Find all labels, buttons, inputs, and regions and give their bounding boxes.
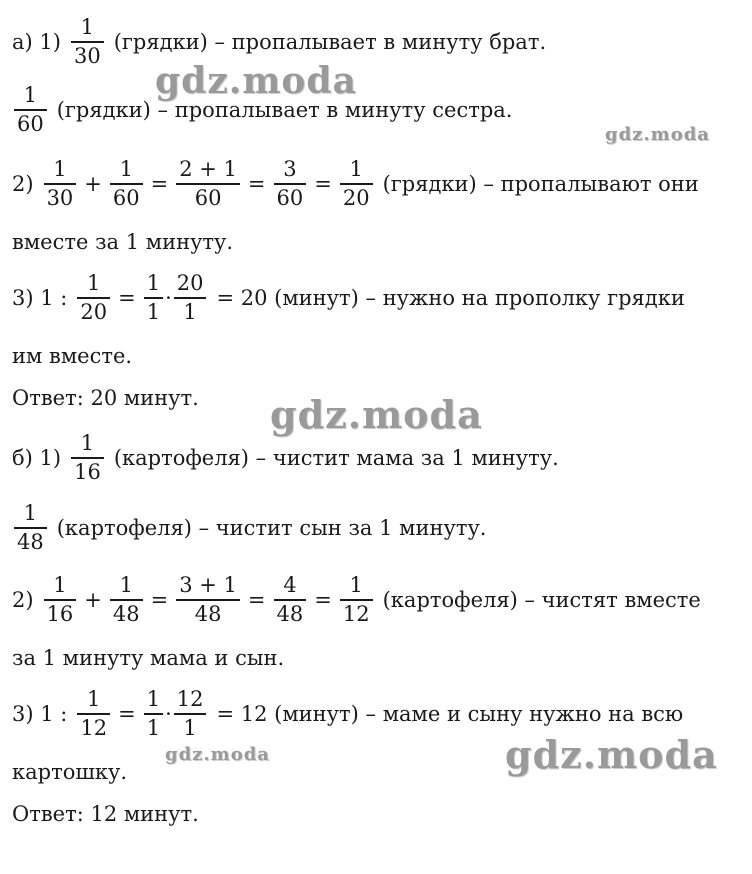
fraction: $\frac{1}{48}$	[14, 500, 47, 556]
item-label: б) 1)	[12, 446, 62, 470]
part-a-line-1	[12, 12, 546, 72]
part-b-line-4	[12, 684, 683, 744]
line-text: (картофеля) – чистит сын за 1 минуту.	[56, 516, 487, 540]
fraction: $\frac{3 + 1}{48}$	[176, 572, 240, 628]
equals-sign: =	[150, 588, 169, 612]
fraction: $\frac{1}{16}$	[71, 430, 104, 486]
line-text: (грядки) – пропалывает в минуту сестра.	[56, 98, 513, 122]
fraction: $\frac{1}{20}$	[340, 156, 373, 212]
fraction: $\frac{1}{1}$	[144, 686, 163, 742]
watermark: gdz.moda	[155, 60, 357, 102]
part-a-line-2	[12, 80, 512, 140]
multiply-dot: ·	[165, 702, 172, 726]
item-label: 2)	[12, 588, 34, 612]
fraction: $\frac{1}{20}$	[77, 270, 110, 326]
fraction: $\frac{1}{1}$	[144, 270, 163, 326]
line-text: (картофеля) – чистят вместе	[382, 588, 701, 612]
fraction: $\frac{1}{12}$	[77, 686, 110, 742]
fraction: $\frac{4}{48}$	[274, 572, 307, 628]
item-label: а) 1)	[12, 30, 61, 54]
watermark: gdz.moda	[605, 124, 710, 145]
equals-sign: =	[150, 172, 169, 196]
equals-sign: =	[247, 588, 266, 612]
equals-sign: =	[247, 172, 266, 196]
fraction: $\frac{1}{16}$	[44, 572, 77, 628]
line-text: (грядки) – пропалывают они	[382, 172, 699, 196]
line-text: = 12 (минут) – маме и сыну нужно на всю	[216, 702, 684, 726]
part-a-line-4	[12, 268, 685, 328]
watermark: gdz.moda	[505, 732, 718, 777]
fraction: $\frac{1}{48}$	[110, 572, 143, 628]
item-label: 3) 1 :	[12, 286, 68, 310]
watermark: gdz.moda	[165, 744, 270, 765]
plus-sign: +	[84, 588, 102, 612]
part-b-line-2	[12, 498, 487, 558]
item-label: 2)	[12, 172, 34, 196]
fraction: $\frac{20}{1}$	[174, 270, 207, 326]
equals-sign: =	[118, 286, 136, 310]
watermark: gdz.moda	[270, 392, 483, 437]
item-label: 3) 1 :	[12, 702, 68, 726]
fraction: $\frac{3}{60}$	[274, 156, 307, 212]
fraction: $\frac{1}{30}$	[71, 14, 104, 70]
equals-sign: =	[314, 588, 332, 612]
fraction: $\frac{1}{12}$	[340, 572, 373, 628]
part-b-line-3	[12, 570, 701, 630]
equals-sign: =	[118, 702, 136, 726]
plus-sign: +	[84, 172, 102, 196]
fraction: $\frac{1}{30}$	[44, 156, 77, 212]
fraction: $\frac{1}{60}$	[14, 82, 47, 138]
fraction: $\frac{2 + 1}{60}$	[176, 156, 240, 212]
part-a-line-3-cont: вместе за 1 минуту.	[12, 230, 234, 254]
multiply-dot: ·	[165, 286, 172, 310]
answer-b: Ответ: 12 минут.	[12, 802, 199, 826]
fraction: $\frac{1}{60}$	[110, 156, 143, 212]
part-a-line-4-cont: им вместе.	[12, 344, 133, 368]
part-a-line-3	[12, 154, 699, 214]
answer-a: Ответ: 20 минут.	[12, 386, 199, 410]
part-b-line-3-cont: за 1 минуту мама и сын.	[12, 646, 285, 670]
line-text: = 20 (минут) – нужно на прополку грядки	[216, 286, 685, 310]
line-text: (картофеля) – чистит мама за 1 минуту.	[113, 446, 559, 470]
equals-sign: =	[314, 172, 332, 196]
part-b-line-1	[12, 428, 559, 488]
fraction: $\frac{12}{1}$	[174, 686, 207, 742]
part-b-line-4-cont: картошку.	[12, 760, 128, 784]
line-text: (грядки) – пропалывает в минуту брат.	[113, 30, 547, 54]
